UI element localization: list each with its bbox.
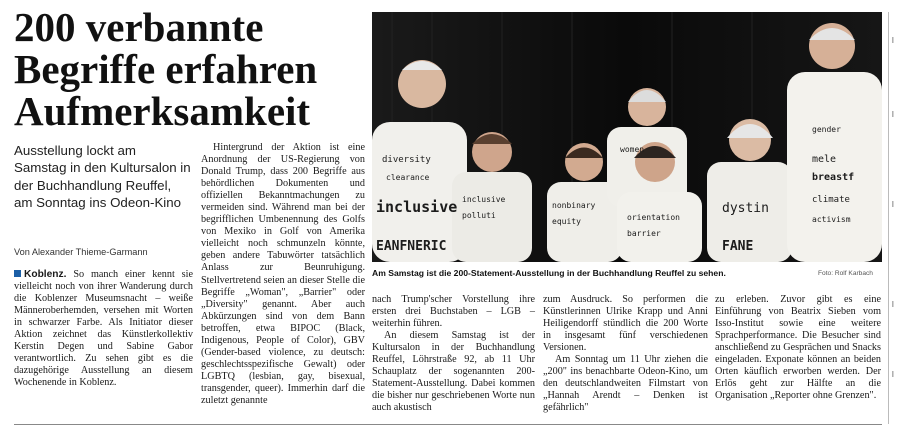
subheadline: Ausstellung lockt am Samstag in den Kultursalon in der Buchhandlung Reuffel, am Sonntag ins Odeon-Kino	[14, 143, 191, 210]
headline-line-1: 200 verbannte	[14, 4, 264, 50]
adjacent-article-fragment: l	[892, 110, 894, 119]
column-4-paragraph-2: Am Sonntag um 11 Uhr ziehen die „200" ins benachbarte Odeon-Kino, um den deutschlandweiten Filmstart von „Hannah Arendt – Denken ist gefährlich"	[543, 354, 708, 414]
photo-illustration	[372, 12, 882, 262]
photo-caption: Am Samstag ist die 200-Statement-Ausstellung in der Buchhandlung Reuffel zu sehen.	[372, 268, 726, 278]
article-column-3	[372, 294, 535, 414]
shirt-word: gender	[812, 125, 841, 134]
shirt-word: clearance	[386, 173, 430, 182]
headline	[14, 6, 364, 132]
headline-line-2: Begriffe erfahren	[14, 46, 318, 92]
shirt-word: breastf	[812, 172, 855, 183]
kicker-square-icon	[14, 270, 21, 277]
column-1-text: So manch einer kennt sie vielleicht noch von ihrer Wanderung durch die Koblenzer Museumsnacht – weiße Männeroberhemden, versehen mit Worten in schwarzer Farbe. Als Initiator dieser Aktion zeichnet das Künstlerkollektiv Kerstin Degen und Sabine Gabor verantwortlich. Zu sehen gibt es die dazugehörige Ausstellung an diesem Wochenende in Koblenz.	[14, 269, 194, 389]
adjacent-article-fragment: l	[892, 36, 894, 45]
shirt-word: climate	[812, 195, 850, 205]
column-3-paragraph-1: nach Trump'scher Vorstellung ihre ersten drei Buchstaben – LGB – weiterhin führen.	[372, 294, 535, 330]
adjacent-article-fragment: l	[892, 300, 894, 309]
shirt-word: EANFNERIC	[376, 239, 447, 254]
adjacent-article-fragment: l	[892, 370, 894, 379]
byline: Von Alexander Thieme-Garmann	[14, 247, 148, 257]
article-column-4	[543, 294, 708, 414]
article-column-2	[201, 142, 365, 407]
headline-line-3: Aufmerksamkeit	[14, 88, 311, 134]
shirt-word: barrier	[627, 229, 661, 238]
column-2-text: Hintergrund der Aktion ist eine Anordnung der US-Regierung von Donald Trump, dass 200 Begriffe aus behördlichen Dokumenten und offiziellen Bekanntmachungen zu vermeiden sind. Während man bei der begrifflichen Umbenennung des Golfs von Mexiko in Golf von Amerika vielleicht noch schmunzeln könnte, geben andere Tabuwörter tatsächlich Anlass zur Beunruhigung. Stellvertretend seien an dieser Stelle die Begriffe „Woman", „Barrier" oder „Diversity" genannt. Aber auch Abkürzungen sind von dem Bann betroffen, etwa BIPOC (Black, Indigenous, People of Color), GBV (Gender-based violence, zu deutsch: geschlechtsspezifische Gewalt) oder LGBTQ (lesbian, gay, bisexual, transgender, queer). Immerhin darf die zuletzt genannte	[201, 142, 365, 406]
article-column-1	[14, 269, 193, 389]
shirt-word: diversity	[382, 155, 431, 165]
column-divider	[888, 12, 889, 424]
shirt-word: activism	[812, 215, 851, 224]
bottom-rule	[14, 424, 882, 425]
column-5-text: zu erleben. Zuvor gibt es eine Einführung von Beatrix Sieben vom Isso-Institut sowie eine weitere Sprachperformance. Die Besucher sind anschließend zu Gesprächen und Snacks eingeladen. Exponate können an beiden Orten käuflich erworben werden. Der Erlös geht zur Hälfte an die Organisation „Reporter ohne Grenzen".	[715, 294, 881, 402]
article-photo	[372, 12, 882, 262]
shirt-word: inclusive	[376, 198, 458, 216]
column-3-paragraph-2: An diesem Samstag ist der Kultursalon in der Buchhandlung Reuffel, Löhrstraße 92, ab 11 Uhr Schauplatz der sogenannten 200-Statement-Ausstellung. Dabei kommen die bisher nur geschriebenen Worte nun auch akustisch	[372, 330, 535, 414]
shirt-word: inclusive	[462, 195, 506, 204]
shirt-word: nonbinary	[552, 201, 596, 210]
shirt-word: dystin	[722, 201, 769, 216]
adjacent-article-fragment: l	[892, 200, 894, 209]
shirt-word: mele	[812, 154, 837, 165]
photo-credit: Foto: Rolf Karbach	[818, 270, 873, 277]
shirt-word: FANE	[722, 239, 754, 254]
article-column-5	[715, 294, 881, 402]
dateline-kicker: Koblenz.	[24, 269, 67, 280]
shirt-word: polluti	[462, 211, 496, 220]
shirt-word: equity	[552, 217, 581, 226]
column-4-paragraph-1: zum Ausdruck. So performen die Künstlerinnen Ulrike Krapp und Anni Heiligendorff stündlich die 200 Worte in insgesamt fünf verschiedenen Versionen.	[543, 294, 708, 354]
shirt-word: orientation	[627, 213, 680, 222]
shirt-word: women	[620, 145, 645, 154]
